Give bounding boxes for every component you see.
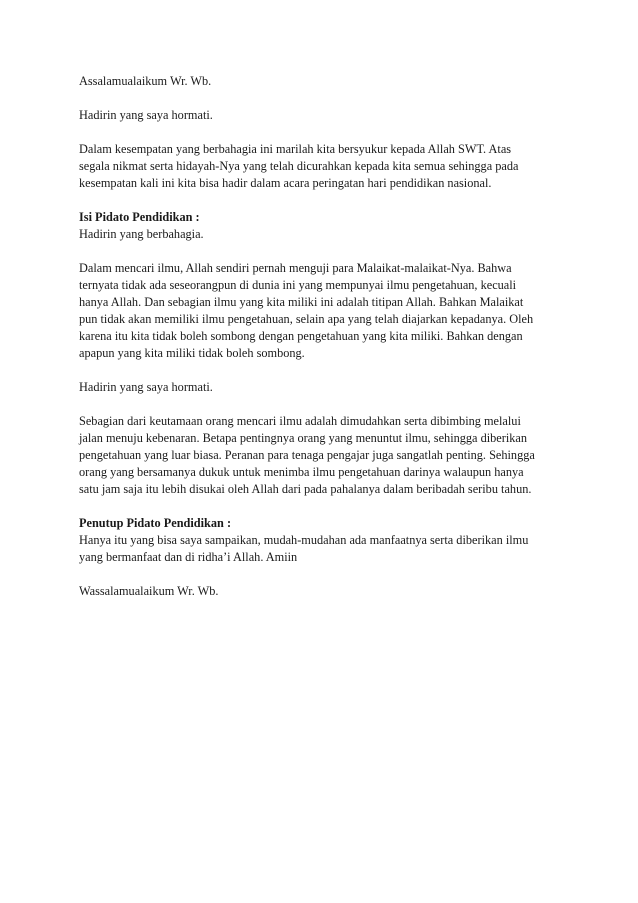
content-paragraph <box>79 260 565 362</box>
content-section <box>79 209 565 243</box>
content-line: pun tidak akan memiliki ilmu pengetahuan, selain apa yang telah diajarkan kepadanya. Oleh <box>79 312 534 326</box>
farewell-line: Wassalamualaikum Wr. Wb. <box>79 584 219 598</box>
virtue-line: jalan menuju kebenaran. Betapa pentingnya orang yang menuntut ilmu, sehingga diberikan <box>79 431 528 445</box>
closing-line: yang bermanfaat dan di ridha’i Allah. Amiin <box>79 550 298 564</box>
virtue-line: pengetahuan yang luar biasa. Peranan para tenaga pengajar juga sangatlah penting. Sehingga <box>79 448 535 462</box>
virtue-paragraph <box>79 413 565 498</box>
virtue-line: orang yang bersamanya dukuk untuk menimba ilmu pengetahuan darinya walaupun hanya <box>79 465 524 479</box>
greeting-line: Assalamualaikum Wr. Wb. <box>79 74 212 88</box>
content-salutation: Hadirin yang berbahagia. <box>79 227 204 241</box>
salutation-2-line: Hadirin yang saya hormati. <box>79 380 213 394</box>
opening-paragraph <box>79 141 565 192</box>
document-page <box>79 73 565 600</box>
content-heading: Isi Pidato Pendidikan : <box>79 210 200 224</box>
virtue-line: satu jam saja itu lebih disukai oleh Allah dari pada pahalanya dalam beribadah seribu tahun. <box>79 482 532 496</box>
content-line: Dalam mencari ilmu, Allah sendiri pernah menguji para Malaikat-malaikat-Nya. Bahwa <box>79 261 512 275</box>
salutation-1-line: Hadirin yang saya hormati. <box>79 108 213 122</box>
content-line: hanya Allah. Dan sebagian ilmu yang kita miliki ini adalah titipan Allah. Bahkan Malaikat <box>79 295 524 309</box>
content-line: ternyata tidak ada seseorangpun di dunia ini yang mempunyai ilmu pengetahuan, kecuali <box>79 278 517 292</box>
greeting <box>79 73 565 90</box>
salutation-2 <box>79 379 565 396</box>
opening-line: segala nikmat serta hidayah-Nya yang telah dicurahkan kepada kita semua sehingga pada <box>79 159 519 173</box>
opening-line: Dalam kesempatan yang berbahagia ini marilah kita bersyukur kepada Allah SWT. Atas <box>79 142 512 156</box>
virtue-line: Sebagian dari keutamaan orang mencari ilmu adalah dimudahkan serta dibimbing melalui <box>79 414 521 428</box>
salutation-1 <box>79 107 565 124</box>
content-line: karena itu kita tidak boleh sombong dengan pengetahuan yang kita miliki. Bahkan dengan <box>79 329 523 343</box>
closing-line: Hanya itu yang bisa saya sampaikan, mudah-mudahan ada manfaatnya serta diberikan ilmu <box>79 533 529 547</box>
closing-heading: Penutup Pidato Pendidikan : <box>79 516 232 530</box>
farewell <box>79 583 565 600</box>
closing-section <box>79 515 565 566</box>
content-line: apapun yang kita miliki tidak boleh sombong. <box>79 346 305 360</box>
opening-line: kesempatan kali ini kita bisa hadir dalam acara peringatan hari pendidikan nasional. <box>79 176 492 190</box>
